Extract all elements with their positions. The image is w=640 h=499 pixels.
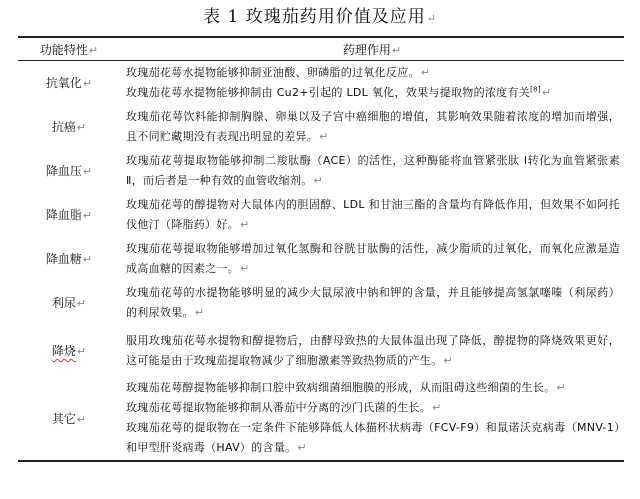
table-row	[18, 61, 624, 105]
effect-cell: 玫瑰茄花萼提取物能够抑制二羧肽酶（ACE）的活性，这种酶能将血管紧张肽 I转化为血管紧张素Ⅱ，而后者是一种有效的血管收缩剂。↵	[126, 153, 620, 187]
function-cell: 降血脂↵	[45, 208, 93, 222]
function-cell: 其它↵	[18, 377, 120, 461]
table-row	[18, 377, 624, 461]
table-row	[18, 281, 624, 325]
pharmacology-table	[18, 36, 624, 462]
function-cell: 降烧↵	[51, 344, 87, 358]
effect-cell: 玫瑰茄花萼饮料能抑制胸腺、卵巢以及子宫中癌细胞的增值，其影响效果随着浓度的增加而增强，且不同贮藏期没有表现出明显的差异。↵	[126, 109, 620, 143]
header-function: 功能特性↵	[18, 37, 120, 61]
effect-cell: 玫瑰茄花萼提取物能够增加过氧化氢酶和谷胱甘肽酶的活性，减少脂质的过氧化，而氧化应激是造成高血糖的因素之一。↵	[126, 241, 620, 275]
effect-cell: 玫瑰茄花萼醇提物能够抑制口腔中致病细菌细胞膜的形成，从而阻碍这些细菌的生长。↵ 玫瑰茄花萼提取物能够抑制从番茄中分离的沙门氏菌的生长。↵ 玫瑰茄花萼的提取物在一定条件下能够降低人体猫杯状病毒（FCV-F9）和鼠诺沃克病毒（MNV-1）和甲型肝炎病毒（HAV）的含量。↵	[120, 377, 624, 461]
table-title	[0, 6, 640, 30]
header-effect: 药理作用↵	[120, 37, 624, 61]
function-cell: 抗癌↵	[51, 120, 87, 134]
table-row	[18, 237, 624, 281]
effect-cell: 服用玫瑰茄花萼水提物和醇提物后，由酵母致热的大鼠体温出现了降低，醇提物的降烧效果更好，这可能是由于玫瑰茄提取物减少了细胞激素等致热物质的产生。↵	[126, 333, 620, 367]
table-row	[18, 193, 624, 237]
function-cell: 利尿↵	[51, 296, 87, 310]
paragraph-mark-icon: ↵	[426, 12, 437, 25]
effect-cell: 玫瑰茄花萼的醇提物对大鼠体内的胆固醇、LDL 和甘油三酯的含量均有降低作用，但效果不如阿托伐他汀（降脂药）好。↵	[126, 197, 620, 231]
effect-cell: 玫瑰茄花萼水提物能够抑制亚油酸、卵磷脂的过氧化反应。↵ 玫瑰茄花萼水提物能够抑制由 Cu2+引起的 LDL 氧化，效果与提取物的浓度有关[8]↵	[126, 65, 552, 99]
function-cell: 降血压↵	[45, 164, 93, 178]
table-header-row	[18, 37, 624, 61]
table-title-text: 表 1 玫瑰茄药用价值及应用	[203, 7, 426, 27]
function-cell: 抗氧化↵	[45, 76, 93, 91]
function-cell: 降血糖↵	[45, 252, 93, 266]
table-row	[18, 149, 624, 193]
table-row	[18, 105, 624, 149]
table-row	[18, 325, 624, 377]
effect-cell: 玫瑰茄花萼的水提物能够明显的减少大鼠尿液中钠和钾的含量，并且能够提高氢氯噻嗪（利尿药）的利尿效果。↵	[126, 285, 620, 319]
